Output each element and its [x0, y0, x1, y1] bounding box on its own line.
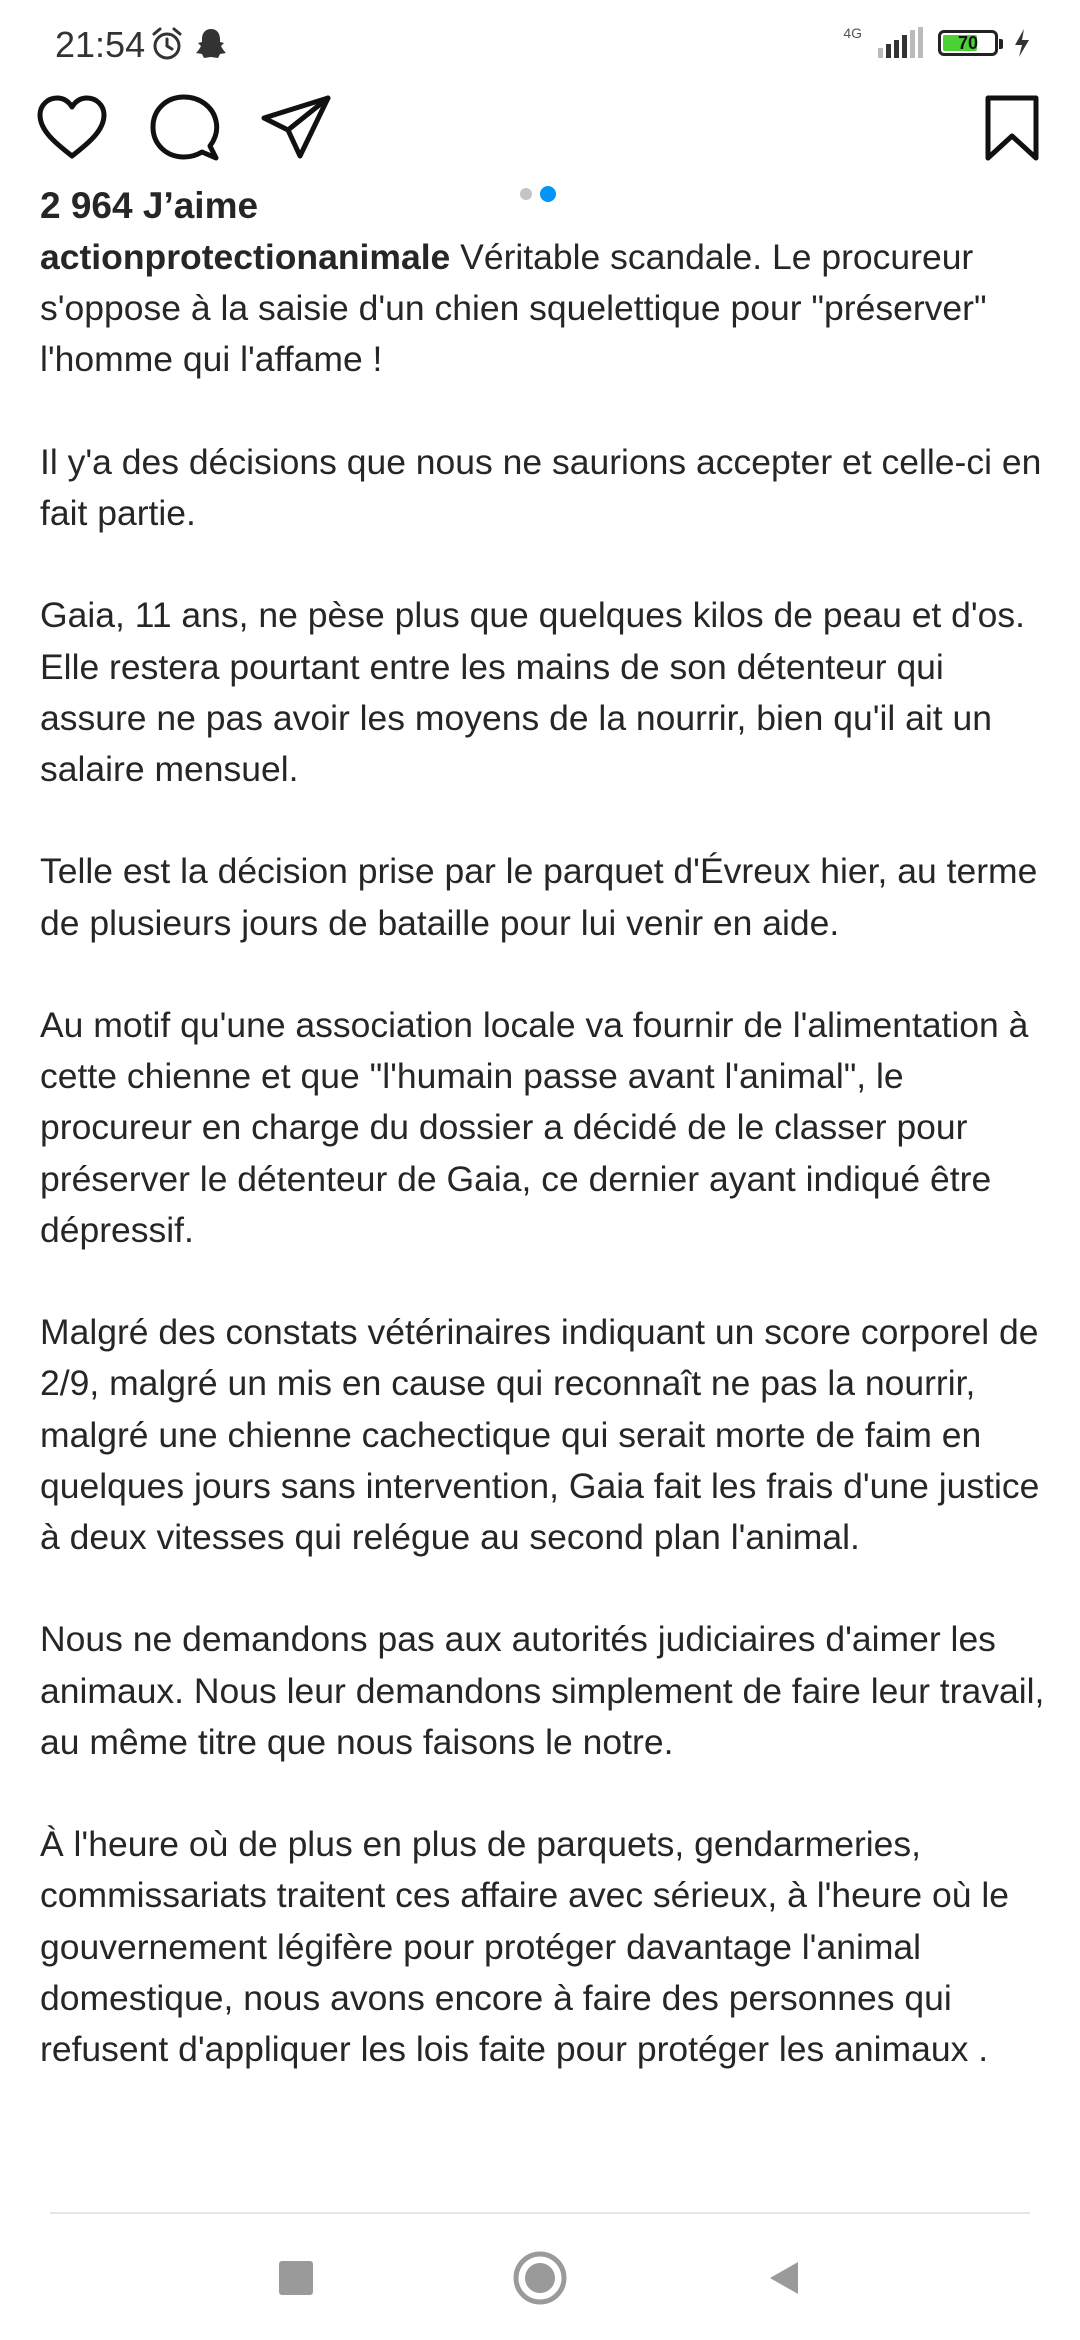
- post-caption: [40, 232, 1050, 2075]
- home-button[interactable]: [510, 2248, 570, 2308]
- caption-paragraph: Gaia, 11 ans, ne pèse plus que quelques kilos de peau et d'os. Elle restera pourtant entre les mains de son détenteur qui assure ne pas avoir les moyens de la nourrir, bien qu'il ait un salaire mensuel.: [40, 595, 1026, 789]
- heart-icon[interactable]: [34, 90, 110, 166]
- back-button[interactable]: [754, 2248, 814, 2308]
- recents-button[interactable]: [266, 2248, 326, 2308]
- charging-icon: [1012, 28, 1032, 58]
- triangle-back-icon: [764, 2258, 804, 2298]
- bookmark-icon[interactable]: [974, 90, 1050, 166]
- likes-count[interactable]: 2 964 J’aime: [40, 185, 259, 226]
- caption-paragraph: À l'heure où de plus en plus de parquets, gendarmeries, commissariats traitent ces affaire avec sérieux, à l'heure où le gouvernement légifère pour protéger davantage l'animal domestique, nous avons encore à faire des personnes qui refusent d'appliquer les lois faite pour protéger les animaux .: [40, 1824, 1010, 2069]
- caption-paragraph: Il y'a des décisions que nous ne saurions accepter et celle-ci en fait partie.: [40, 441, 1042, 533]
- network-label: 4G: [843, 25, 862, 41]
- battery-cap: [999, 39, 1003, 49]
- caption-paragraph: Malgré des constats vétérinaires indiquant un score corporel de 2/9, malgré un mis en cause qui reconnaît ne pas la nourrir, malgré une chienne cachectique qui serait morte de faim en quelques jours sans intervention, Gaia fait les frais d'une justice à deux vitesses qui relégue au second plan l'animal.: [40, 1312, 1040, 1557]
- snapchat-icon: [194, 26, 228, 62]
- caption-text: Véritable scandale. Le procureur s'oppose à la saisie d'un chien squelettique pour "préserver" l'homme qui l'affame !: [40, 237, 987, 380]
- caption-paragraph: Nous ne demandons pas aux autorités judiciaires d'aimer les animaux. Nous leur demandons simplement de faire leur travail, au même titre que nous faisons le notre.: [40, 1619, 1045, 1762]
- status-right: [843, 26, 1032, 60]
- square-icon: [276, 2258, 316, 2298]
- divider: [50, 2212, 1030, 2214]
- share-icon[interactable]: [258, 90, 334, 166]
- post-content: [40, 180, 1050, 2075]
- status-left-icons: [150, 26, 228, 62]
- caption-paragraph: Telle est la décision prise par le parquet d'Évreux hier, au terme de plusieurs jours de bataille pour lui venir en aide.: [40, 851, 1038, 943]
- alarm-icon: [150, 26, 184, 62]
- battery-indicator: [938, 30, 998, 56]
- post-action-bar: [0, 80, 1080, 190]
- signal-icon: [876, 26, 924, 60]
- caption-paragraph: [40, 232, 1050, 386]
- circle-icon: [510, 2248, 570, 2308]
- system-nav-bar: [0, 2218, 1080, 2340]
- caption-paragraph: Au motif qu'une association locale va fournir de l'alimentation à cette chienne et que "l'humain passe avant l'animal", le procureur en charge du dossier a décidé de le classer pour préserver le détenteur de Gaia, ce dernier ayant indiqué être dépressif.: [40, 1004, 1029, 1250]
- battery-level: 70: [957, 32, 979, 53]
- username-link[interactable]: actionprotectionanimale: [40, 237, 451, 277]
- status-bar: [0, 0, 1080, 90]
- status-time: 21:54: [55, 24, 146, 65]
- comment-icon[interactable]: [146, 90, 222, 166]
